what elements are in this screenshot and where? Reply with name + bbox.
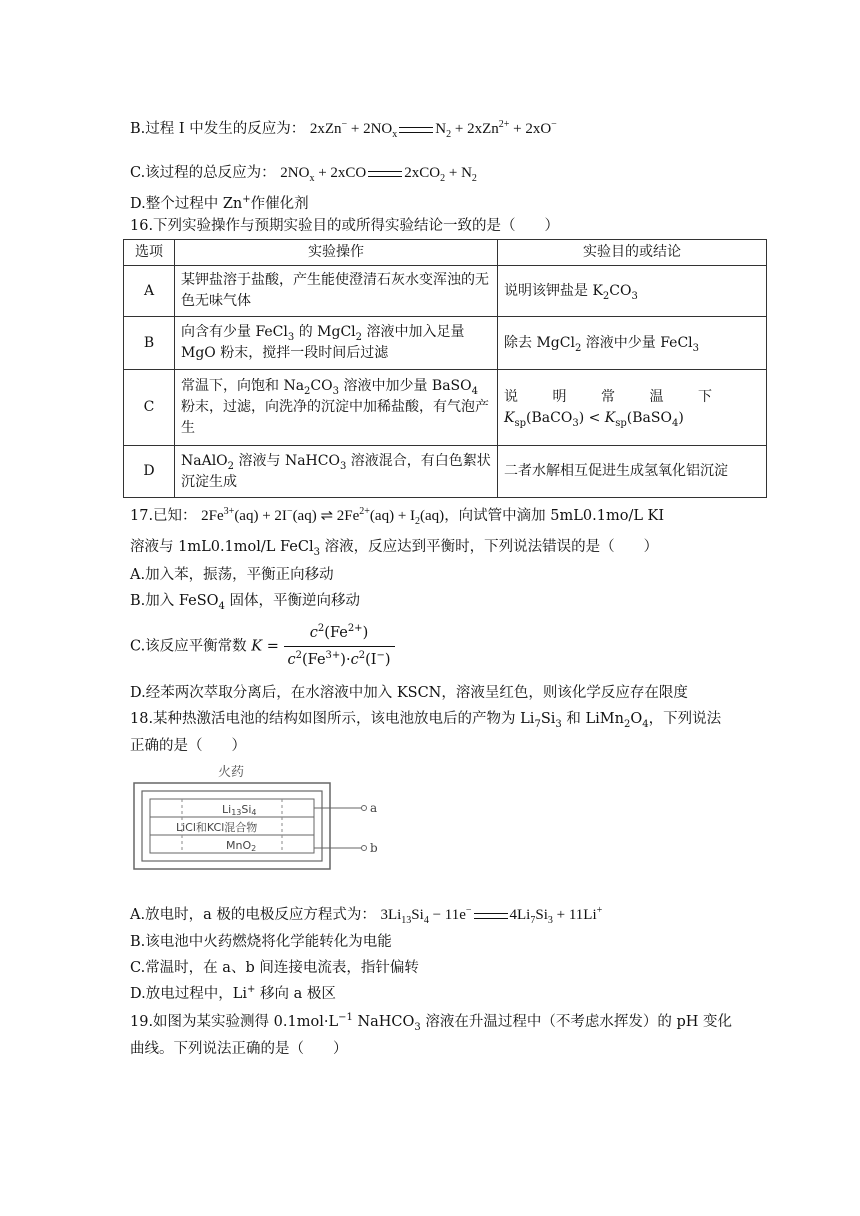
q16-table (123, 239, 767, 498)
table-row: B 向含有少量 FeCl$_3$ 的 MgCl$_2$ 溶液中加入足量 MgO 粉末，搅拌一段时间后过滤 除去 MgCl$_2$ 溶液中少量 FeCl$_3$ (124, 317, 767, 370)
q15-option-d: D.整个过程中 Zn+作催化剂 (130, 194, 309, 212)
q17-option-b: B.加入 FeSO$_4$ 固体，平衡逆向移动 (130, 593, 361, 612)
q18-option-a: A.放电时，a 极的电极反应方程式为： $3Li_{13}Si_4 - 11e^-$ $4Li_7Si_3 + 11Li^+$ (130, 905, 603, 926)
operation-c: 常温下，向饱和 $Na_2CO_3$ 溶液中加少量 BaSO$_4$ 粉末，过滤，向洗净的沉淀中加稀盐酸，有气泡产生 (175, 370, 498, 446)
q17-stem-line2: 溶液与 1mL0.1mol/L FeCl$_3$ 溶液，反应达到平衡时，下列说法错误的是（ ） (130, 539, 659, 558)
table-row: D NaAlO$_2$ 溶液与 NaHCO$_3$ 溶液混合，有白色絮状沉淀生成 二者水解相互促进生成氢氧化铝沉淀 (124, 446, 767, 498)
q18-stem-line2: 正确的是（ ） (130, 738, 246, 754)
q15-option-b: B.过程 I 中发生的反应为： $2xZn^- + 2NO_x$ $N_2 + 2xZn^{2+} + 2xO^-$ (130, 119, 557, 140)
header-operation: 实验操作 (175, 240, 498, 266)
table-row: A 某钾盐溶于盐酸，产生能使澄清石灰水变浑浊的无色无味气体 说明该钾盐是 $K_2CO_3$ (124, 266, 767, 317)
q19-stem-line2: 曲线。下列说法正确的是（ ） (130, 1041, 348, 1057)
q17-stem-line1: 17.已知： $2Fe^{3+}(aq) + 2I^-(aq)$ ⇌ $2Fe^{2+}(aq) + I_2(aq)$，向试管中滴加 5mL0.1mo/L KI (130, 506, 665, 527)
result-a: 说明该钾盐是 $K_2CO_3$ (498, 266, 767, 317)
q18-option-c: C.常温时，在 a、b 间连接电流表，指针偏转 (130, 960, 419, 976)
operation-b: 向含有少量 FeCl$_3$ 的 MgCl$_2$ 溶液中加入足量 MgO 粉末，搅拌一段时间后过滤 (175, 317, 498, 370)
q17-option-a: A.加入苯，振荡，平衡正向移动 (130, 567, 334, 583)
q17-option-c: C.该反应平衡常数 K = $\frac{c^2(Fe^{2+})}{c^2(Fe^{3+})\cdot c^2(I^-)}$ (130, 622, 395, 671)
q17-option-d: D.经苯两次萃取分离后，在水溶液中加入 KSCN，溶液呈红色，则该化学反应存在限度 (130, 685, 688, 701)
q18-option-d: D.放电过程中，Li+ 移向 a 极区 (130, 984, 336, 1002)
terminal-a: a (370, 801, 378, 815)
q15-option-c: C.该过程的总反应为： $2NO_x + 2xCO$ $2xCO_2 + N_2$ (130, 165, 477, 184)
table-row: C 常温下，向饱和 $Na_2CO_3$ 溶液中加少量 BaSO$_4$ 粉末，过滤，向洗净的沉淀中加稀盐酸，有气泡产生 说 明 常 温 下 $K_{sp}(BaCO_3)$ < $K_{sp}(BaSO_4)$ (124, 370, 767, 446)
operation-d: NaAlO$_2$ 溶液与 NaHCO$_3$ 溶液混合，有白色絮状沉淀生成 (175, 446, 498, 498)
q18-option-b: B.该电池中火药燃烧将化学能转化为电能 (130, 934, 392, 950)
header-result: 实验目的或结论 (498, 240, 767, 266)
battery-diagram (130, 762, 390, 874)
layer-mno2: MnO2 (226, 839, 257, 853)
terminal-b: b (370, 841, 378, 855)
q19-stem-line1: 19.如图为某实验测得 $0.1mol\cdot L^{-1}$ NaHCO$_3$ 溶液在升温过程中（不考虑水挥发）的 pH 变化 (130, 1012, 733, 1033)
layer-li13si4: Li13Si4 (222, 803, 257, 817)
diagram-top-label: 火药 (218, 765, 245, 780)
result-b: 除去 MgCl$_2$ 溶液中少量 FeCl$_3$ (498, 317, 767, 370)
layer-licl-kcl: LiCl和KCl混合物 (176, 821, 258, 834)
result-c: 说 明 常 温 下 $K_{sp}(BaCO_3)$ < $K_{sp}(BaSO_4)$ (498, 370, 767, 446)
q16-stem: 16.下列实验操作与预期实验目的或所得实验结论一致的是（ ） (130, 218, 560, 234)
q18-stem-line1: 18.某种热激活电池的结构如图所示，该电池放电后的产物为 $Li_7Si_3$ 和 $LiMn_2O_4$，下列说法 (130, 711, 722, 730)
header-option: 选项 (124, 240, 175, 266)
